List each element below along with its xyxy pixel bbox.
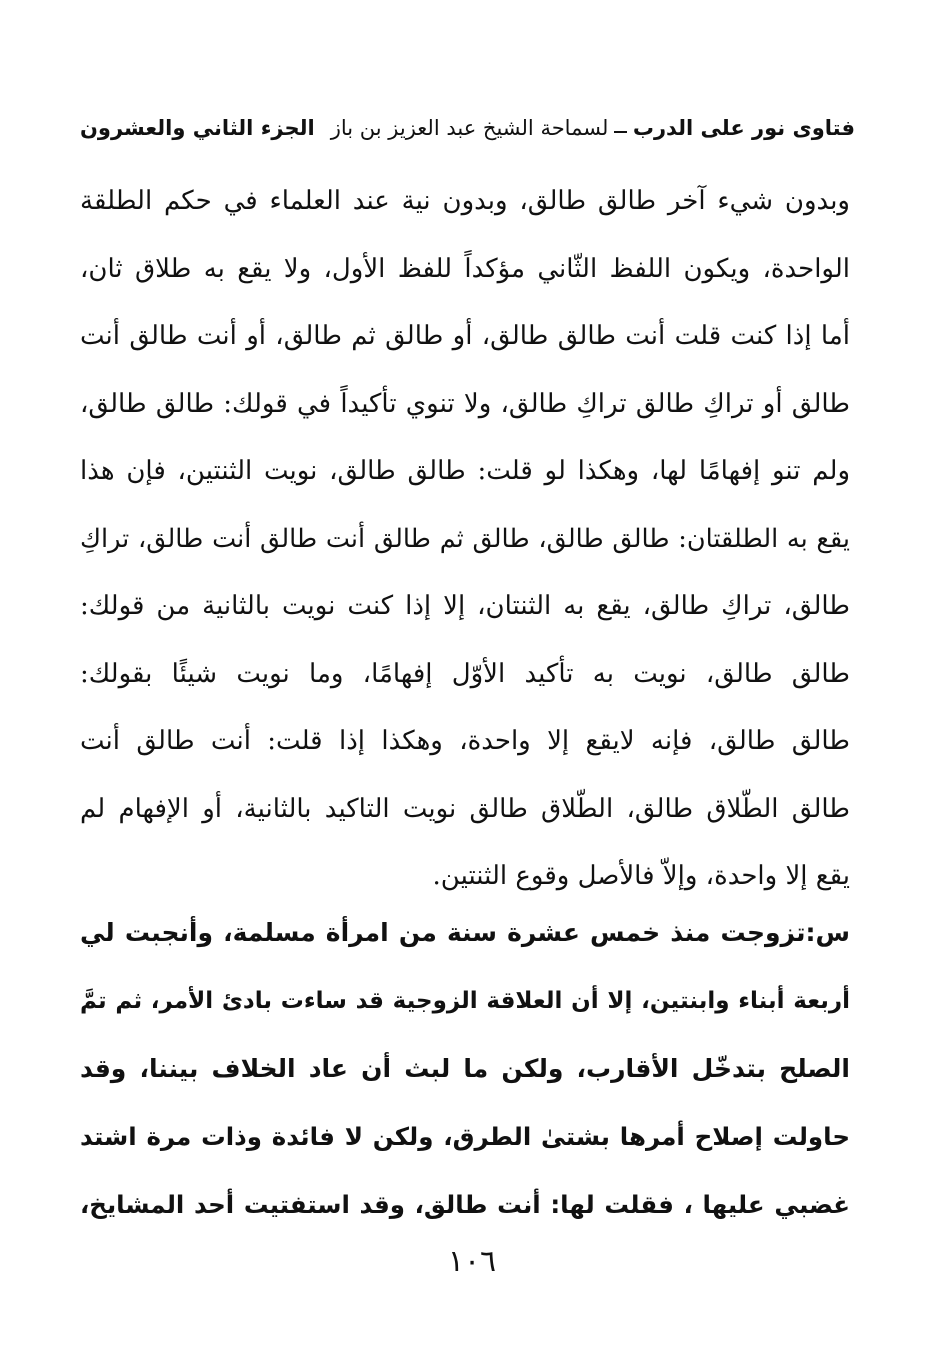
page-number: ١٠٦ [447, 1244, 497, 1279]
text-line: يقع به الطلقتان: طالق طالق، طالق ثم طالق أنت طالق أنت طالق، تراكِ [80, 523, 850, 554]
question-line: أربعة أبناء وابنتين، إلا أن العلاقة الزوجية قد ساءت بادئ الأمر، ثم تمَّ [80, 988, 850, 1014]
text-line: طالق طالق، فإنه لايقع إلا واحدة، وهكذا إذا قلت: أنت طالق أنت [80, 726, 850, 756]
text-line: أما إذا كنت قلت أنت طالق طالق، أو طالق ثم طالق، أو أنت طالق أنت [80, 321, 850, 351]
text-line: طالق، تراكِ طالق، يقع به الثنتان، إلا إذا كنت نويت بالثانية من قولك: [80, 591, 850, 621]
header-dash [614, 131, 626, 133]
text-line: طالق الطّلاق طالق، الطّلاق طالق نويت التاكيد بالثانية، أو الإفهام لم [80, 793, 850, 824]
question-line: س:تزوجت منذ خمس عشرة سنة من امرأة مسلمة، وأنجبت لي [80, 918, 850, 947]
author-name: لسماحة الشيخ عبد العزيز بن باز [330, 116, 609, 140]
question-line: غضبي عليها ، فقلت لها: أنت طالق، وقد استفتيت أحد المشايخ، [80, 1190, 850, 1219]
running-header [80, 108, 855, 148]
question-line: الصلح بتدخّل الأقارب، ولكن ما لبث أن عاد الخلاف بيننا، وقد [80, 1054, 850, 1083]
text-line: طالق أو تراكِ طالق تراكِ طالق، ولا تنوي تأكيداً في قولك: طالق طالق، [80, 388, 850, 419]
text-line: يقع إلا واحدة، وإلاّ فالأصل وقوع الثنتين. [432, 861, 850, 891]
part-title: الجزء الثاني والعشرون [80, 116, 315, 140]
question-line: حاولت إصلاح أمرها بشتىٰ الطرق، ولكن لا فائدة وذات مرة اشتد [80, 1122, 850, 1151]
book-title: فتاوى نور على الدرب [632, 116, 855, 140]
text-line: ولم تنو إفهامًا لها، وهكذا لو قلت: طالق طالق، نويت الثنتين، فإن هذا [80, 456, 850, 486]
text-line: وبدون شيء آخر طالق طالق، وبدون نية عند العلماء في حكم الطلقة [80, 186, 850, 216]
question-paragraph [80, 899, 850, 1239]
text-line: طالق طالق، نويت به تأكيد الأوّل إفهامًا، وما نويت شيئًا بقولك: [80, 658, 850, 689]
text-line: الواحدة، ويكون اللفظ الثّاني مؤكداً للفظ الأول، ولا يقع به طلاق ثان، [80, 253, 850, 284]
answer-paragraph [80, 168, 850, 911]
